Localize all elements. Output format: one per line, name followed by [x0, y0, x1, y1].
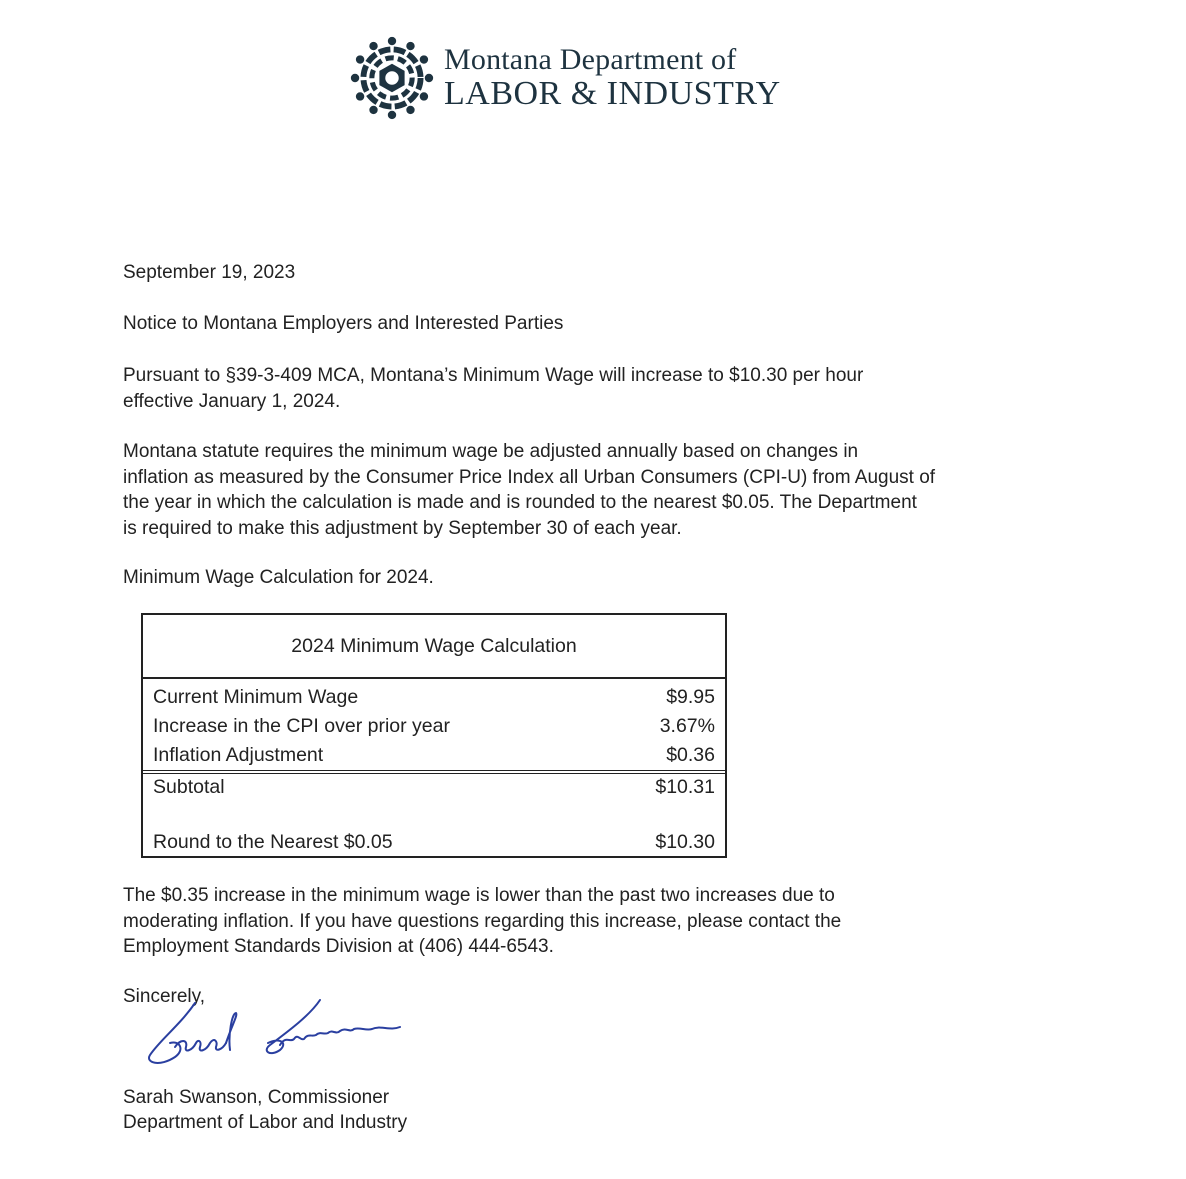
- row-label: Increase in the CPI over prior year: [153, 715, 450, 737]
- table-row: [143, 683, 725, 712]
- paragraph-line: the year in which the calculation is made and is rounded to the nearest $0.05. The Department: [123, 492, 917, 513]
- row-label: Inflation Adjustment: [153, 744, 324, 766]
- calculation-table-title: 2024 Minimum Wage Calculation: [143, 615, 725, 679]
- table-row: [143, 741, 725, 770]
- row-value: 3.67%: [659, 715, 715, 737]
- org-name-line2: LABOR & INDUSTRY: [444, 75, 781, 112]
- calculation-table: [141, 613, 727, 858]
- organization-name: [444, 45, 781, 111]
- paragraph-announcement: [123, 363, 863, 414]
- signer-name: Sarah Swanson, Commissioner: [123, 1087, 390, 1108]
- row-label: Round to the Nearest $0.05: [153, 831, 393, 853]
- calculation-intro: Minimum Wage Calculation for 2024.: [123, 567, 434, 588]
- paragraph-line: inflation as measured by the Consumer Price Index all Urban Consumers (CPI-U) from August of: [123, 466, 936, 488]
- row-label: Current Minimum Wage: [153, 686, 359, 708]
- row-value: $10.31: [655, 776, 715, 798]
- letter-subject: Notice to Montana Employers and Interested Parties: [123, 313, 564, 334]
- paragraph-line: moderating inflation. If you have questions regarding this increase, please contact the: [123, 910, 842, 932]
- signer-organization: Department of Labor and Industry: [123, 1112, 408, 1133]
- row-value: $0.36: [666, 744, 715, 766]
- paragraph-line: is required to make this adjustment by September 30 of each year.: [123, 517, 682, 539]
- signature-image: [140, 995, 420, 1070]
- paragraph-line: Pursuant to §39-3-409 MCA, Montana’s Minimum Wage will increase to $10.30 per hour: [123, 365, 864, 386]
- paragraph-statute: [123, 439, 935, 541]
- paragraph-line: Montana statute requires the minimum wage be adjusted annually based on changes in: [123, 441, 859, 462]
- row-value: $9.95: [666, 686, 715, 708]
- row-label: Subtotal: [153, 776, 225, 798]
- paragraph-line: Employment Standards Division at (406) 444-6543.: [123, 936, 554, 957]
- table-row: [143, 712, 725, 741]
- letterhead: [350, 36, 810, 120]
- closing: Sincerely,: [123, 986, 206, 1007]
- paragraph-line: The $0.35 increase in the minimum wage is lower than the past two increases due to: [123, 885, 835, 906]
- gear-people-icon: [350, 36, 434, 120]
- rounded-row: [143, 828, 725, 857]
- org-name-line1: Montana Department of: [444, 43, 737, 76]
- subtotal-row: [143, 770, 725, 801]
- letter-date: September 19, 2023: [123, 262, 296, 283]
- paragraph-line: effective January 1, 2024.: [123, 390, 341, 412]
- paragraph-contact: [123, 883, 841, 960]
- row-value: $10.30: [655, 831, 715, 853]
